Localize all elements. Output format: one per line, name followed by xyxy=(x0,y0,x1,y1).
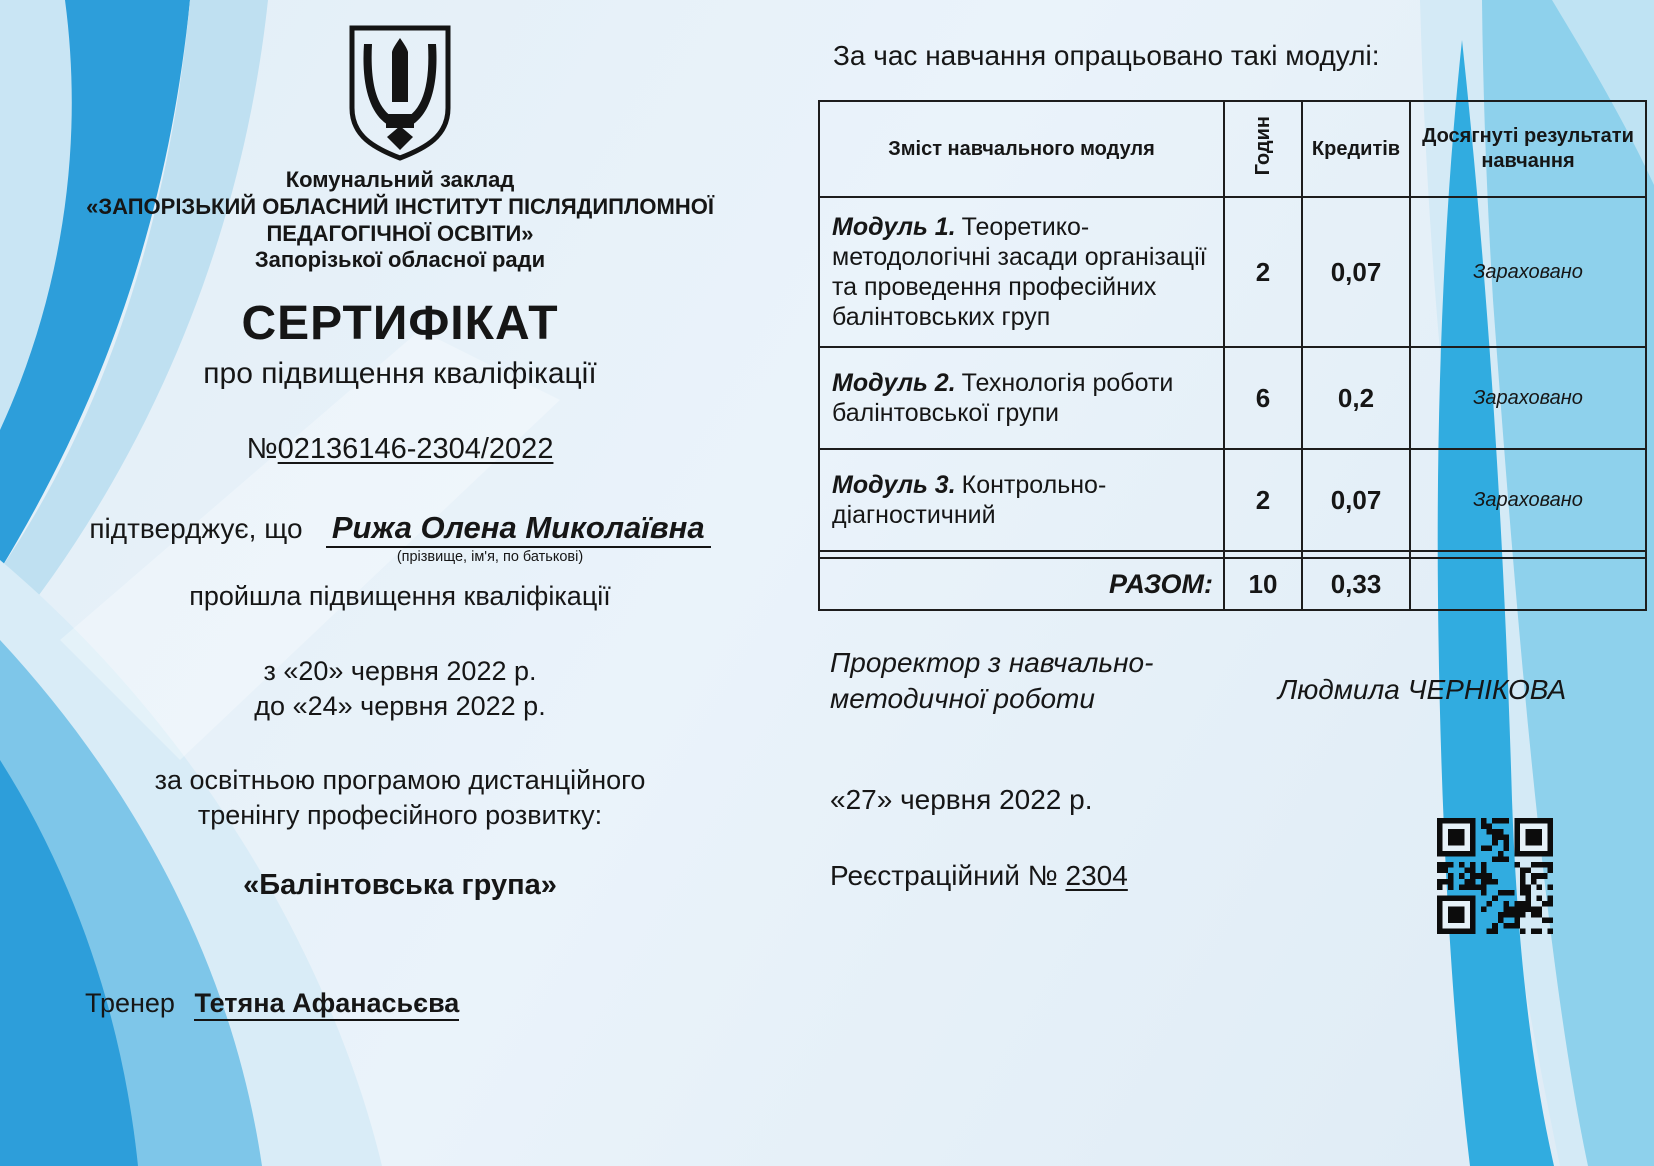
training-dates xyxy=(75,654,725,724)
module-2-hours: 6 xyxy=(1224,347,1302,449)
module-2-cell xyxy=(819,347,1224,449)
total-label: РАЗОМ: xyxy=(819,558,1224,610)
total-credits: 0,33 xyxy=(1302,558,1410,610)
program-name: «Балінтовська група» xyxy=(243,868,557,901)
module-2-description: Технологія роботи балінтовської групи xyxy=(832,369,1174,427)
module-1-description: Теоретико-методологічні засади організації та проведення професійних балінтовських груп xyxy=(832,213,1207,331)
module-2-result: Зараховано xyxy=(1410,347,1646,449)
certificate-left-column xyxy=(75,22,725,902)
module-2-name: Модуль 2. xyxy=(832,369,956,397)
table-total-row xyxy=(819,558,1646,610)
modules-table xyxy=(818,100,1647,611)
modules-intro: За час навчання опрацьовано такі модулі: xyxy=(833,40,1380,71)
module-3-result: Зараховано xyxy=(1410,449,1646,551)
certificate-number-prefix: № xyxy=(246,433,278,466)
table-spacer-row xyxy=(819,551,1646,558)
header-credits: Кредитів xyxy=(1302,101,1410,197)
table-row xyxy=(819,347,1646,449)
holder-name-caption: (прізвище, ім'я, по батькові) xyxy=(396,549,584,566)
module-3-name: Модуль 3. xyxy=(832,471,956,499)
trainer-line xyxy=(85,988,459,1019)
org-name-line2: «ЗАПОРІЗЬКИЙ ОБЛАСНИЙ ІНСТИТУТ ПІСЛЯДИПЛОМНОЇ xyxy=(86,193,714,219)
module-1-cell xyxy=(819,197,1224,347)
holder-name: Рижа Олена Миколаївна xyxy=(326,510,711,548)
certificate-title: СЕРТИФІКАТ xyxy=(241,297,559,351)
module-3-hours: 2 xyxy=(1224,449,1302,551)
date-from: з «20» червня 2022 р. xyxy=(263,656,537,687)
header-results: Досягнуті результати навчання xyxy=(1410,101,1646,197)
table-header-row xyxy=(819,101,1646,197)
registration-number: 2304 xyxy=(1065,860,1128,891)
header-content: Зміст навчального модуля xyxy=(819,101,1224,197)
confirmation-line xyxy=(75,510,725,546)
signature-name: Людмила ЧЕРНІКОВА xyxy=(1278,674,1567,705)
org-name-line4: Запорізької обласної ради xyxy=(254,247,546,273)
trainer-name: Тетяна Афанасьєва xyxy=(194,988,459,1021)
module-1-name: Модуль 1. xyxy=(832,213,956,241)
module-2-credits: 0,2 xyxy=(1302,347,1410,449)
module-1-result: Зараховано xyxy=(1410,197,1646,347)
header-hours xyxy=(1224,101,1302,197)
qr-code xyxy=(1437,818,1553,934)
issue-date: «27» червня 2022 р. xyxy=(830,784,1093,815)
signature-role-line1: Проректор з навчально- xyxy=(830,647,1154,678)
registration-line xyxy=(830,860,1128,892)
certificate-number-value: 02136146-2304/2022 xyxy=(277,433,554,466)
confirm-prefix: підтверджує, що xyxy=(89,513,303,545)
module-1-hours: 2 xyxy=(1224,197,1302,347)
completed-line: пройшла підвищення кваліфікації xyxy=(189,581,611,612)
header-hours-label: Годин xyxy=(1251,115,1274,176)
total-hours: 10 xyxy=(1224,558,1302,610)
total-result-empty xyxy=(1410,558,1646,610)
certificate-number xyxy=(75,433,725,466)
table-row xyxy=(819,197,1646,347)
program-line1: за освітньою програмою дистанційного xyxy=(154,764,646,795)
module-3-description: Контрольно-діагностичний xyxy=(832,471,1107,529)
certificate-subtitle: про підвищення кваліфікації xyxy=(203,357,597,391)
date-to: до «24» червня 2022 р. xyxy=(254,691,546,722)
signature-role-line2: методичної роботи xyxy=(830,683,1095,715)
trainer-label: Тренер xyxy=(85,988,175,1018)
table-row xyxy=(819,449,1646,551)
module-1-credits: 0,07 xyxy=(1302,197,1410,347)
registration-label: Реєстраційний № xyxy=(830,860,1058,891)
org-name-line3: ПЕДАГОГІЧНОЇ ОСВІТИ» xyxy=(266,220,534,246)
tryzub-emblem-icon xyxy=(346,22,454,162)
program-line2: тренінгу професійного розвитку: xyxy=(197,799,603,830)
program-description xyxy=(75,763,725,833)
module-3-cell xyxy=(819,449,1224,551)
module-3-credits: 0,07 xyxy=(1302,449,1410,551)
signature-role xyxy=(830,645,1153,718)
org-name-line1: Комунальний заклад xyxy=(285,167,515,192)
